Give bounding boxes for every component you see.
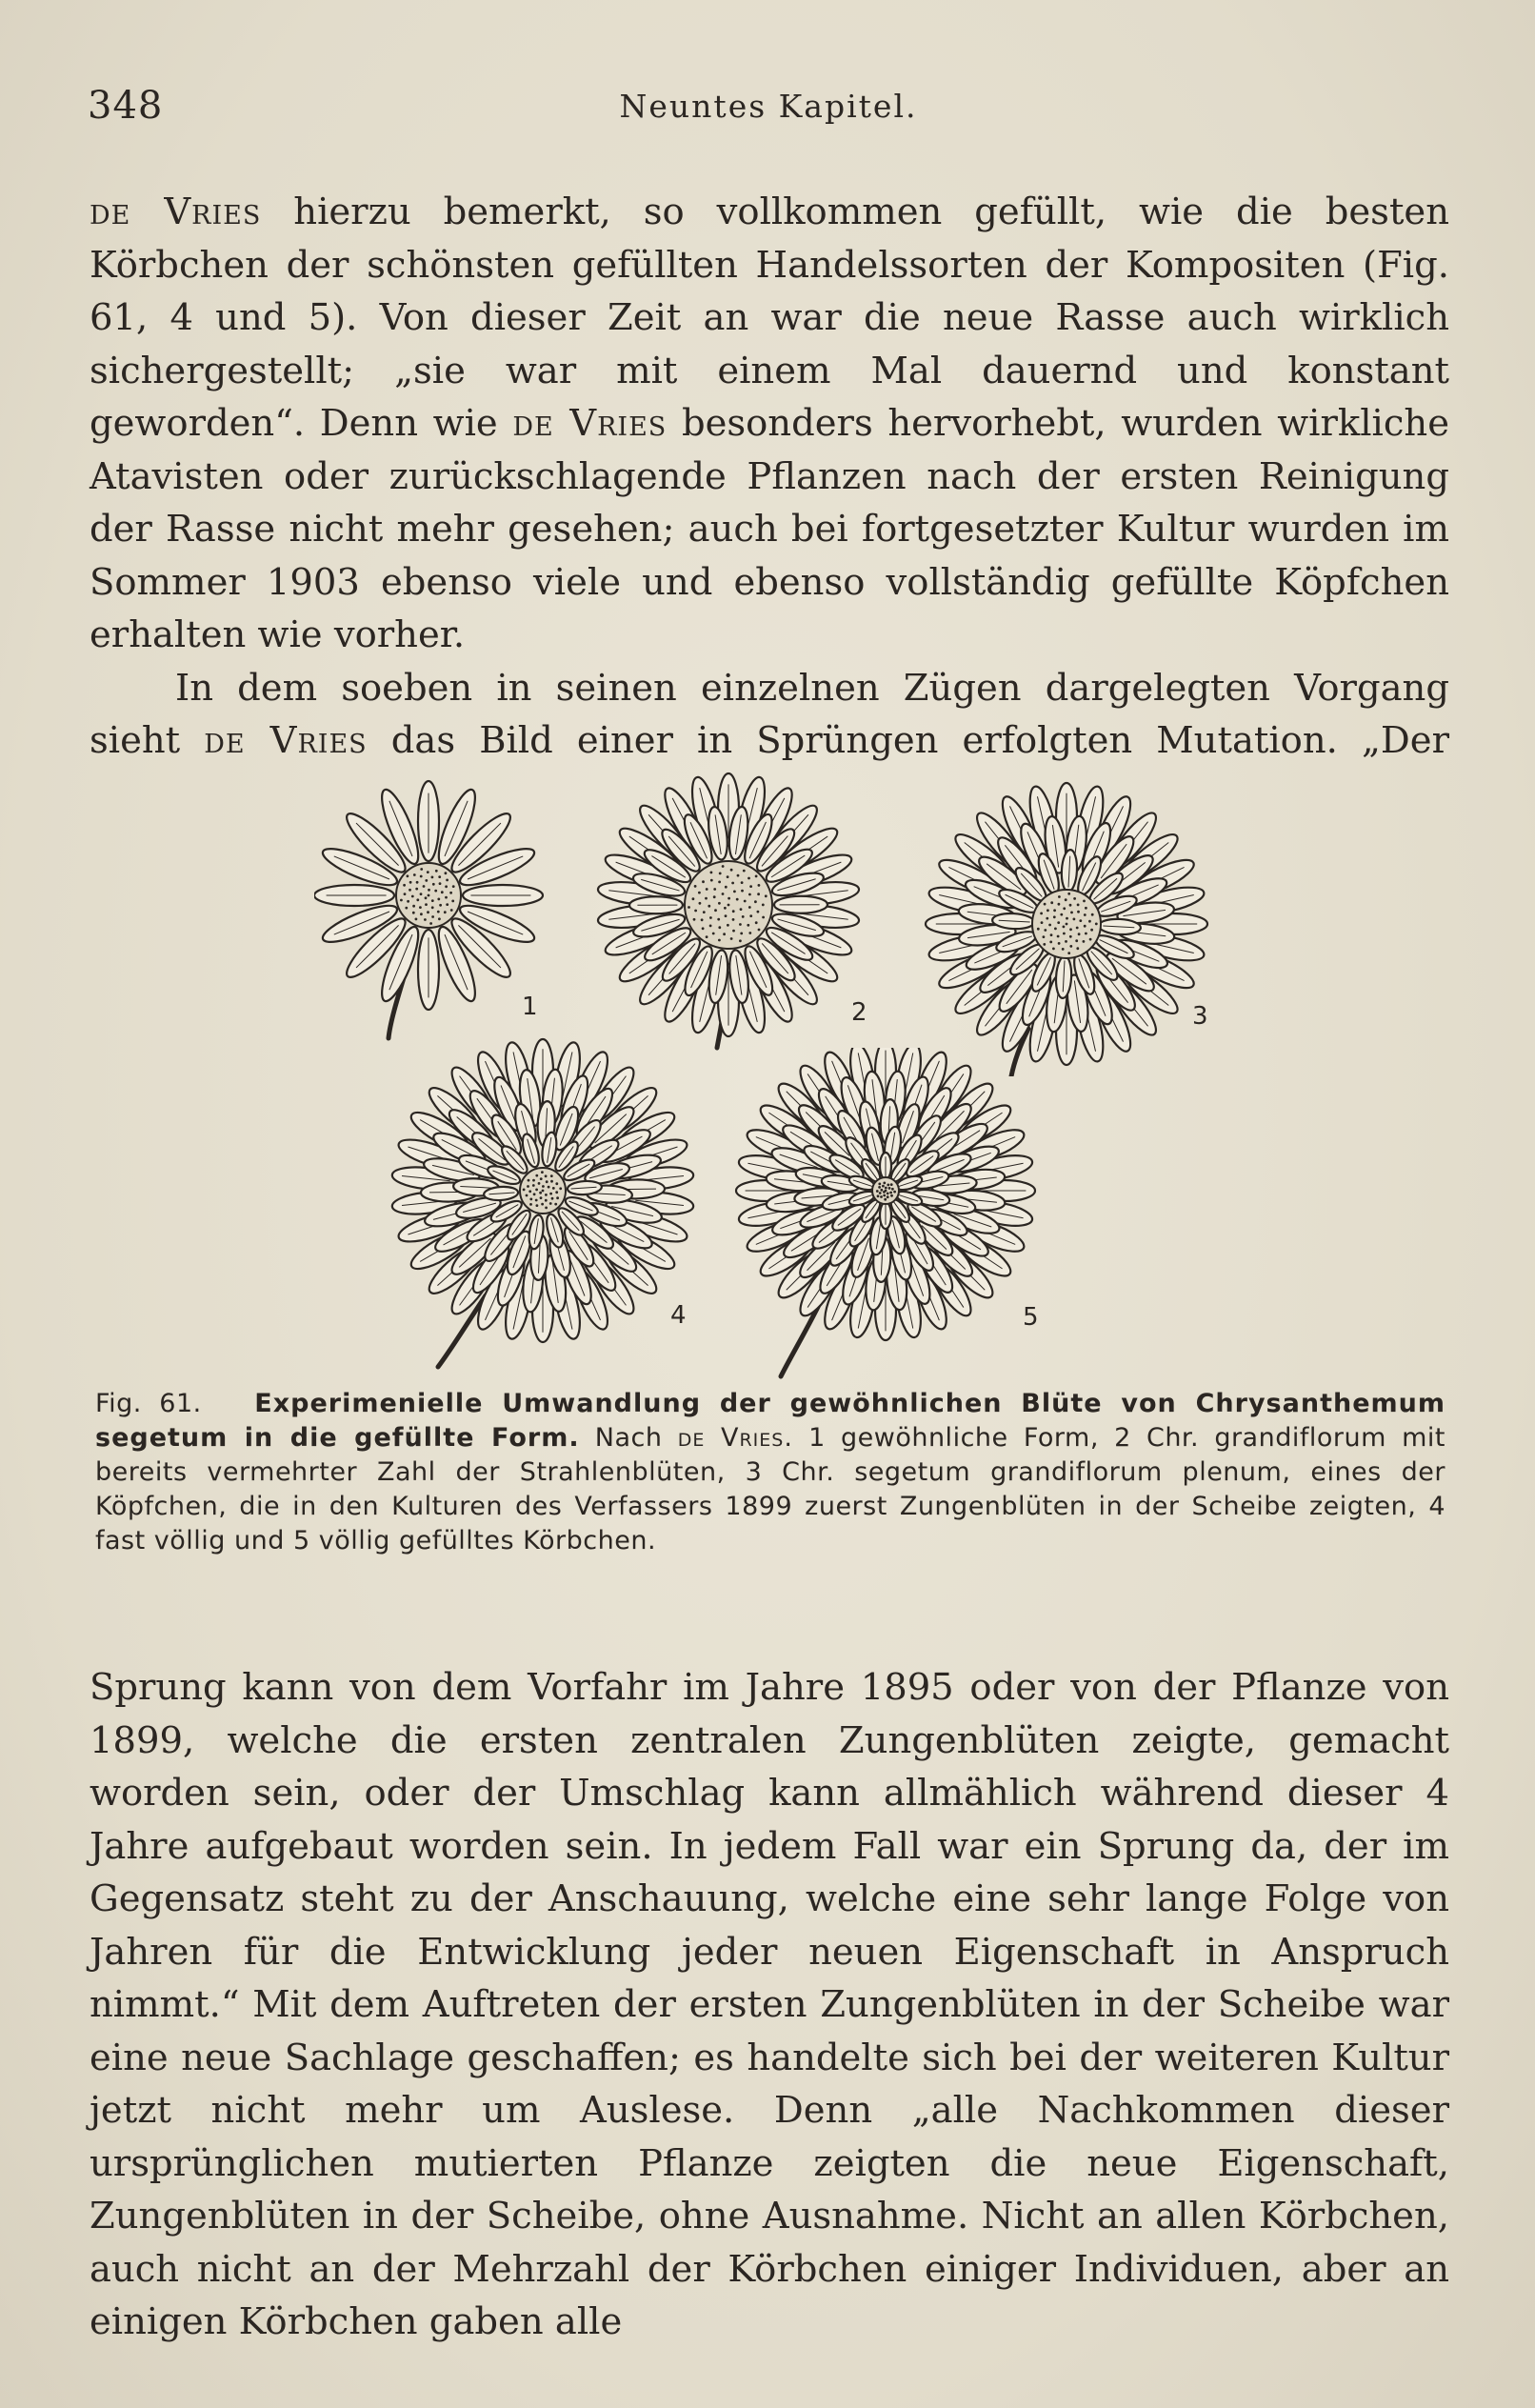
author-name: de Vries — [512, 402, 668, 445]
text-run: In dem soeben in seinen einzelnen Zügen dargelegten Vorgang sieht — [90, 666, 1449, 762]
figure-number-5: 5 — [1023, 1303, 1039, 1332]
flower-3-illustration — [924, 772, 1228, 1076]
body-text-bottom — [90, 1661, 1449, 2349]
text-run: hierzu bemerkt, so vollkommen gefüllt, wie die besten Körbchen der schönsten gefüllten Handelssorten der Kompositen (Fig. 61, 4 und 5). Von dieser Zeit an war die neue Rasse auch wirklich sichergestellt; „sie war mit einem Mal dauernd und konstant geworden“. Denn wie — [90, 191, 1449, 445]
text-run: 1 gewöhnliche Form, 2 Chr. grandiflorum mit bereits vermehrter Zahl der Strahlenblüten, 3 Chr. segetum grandiflorum plenum, eines der Köpfchen, die in den Kulturen des Verfassers 1899 zuerst Zungenblüten in der Scheibe zeigten, 4 fast völlig und 5 völlig gefülltes Körbchen. — [95, 1423, 1445, 1555]
text-run: besonders hervorhebt, wurden wirkliche Atavisten oder zurückschlagende Pflanzen nach der ersten Reinigung der Rasse nicht mehr gesehen; auch bei fortgesetzter Kultur wurden im Sommer 1903 ebenso viele und ebenso vollständig gefüllte Köpfchen erhalten wie vorher. — [90, 402, 1449, 656]
body-text-top — [90, 186, 1449, 768]
author-name: de Vries — [90, 191, 262, 233]
caption-title: Experimenielle Umwandlung der gewöhnlichen Blüte von Chrysanthemum segetum in die gefüllte Form. — [95, 1389, 1446, 1453]
figure-caption — [95, 1387, 1445, 1558]
paragraph — [90, 186, 1449, 662]
figure-61 — [305, 772, 1238, 1381]
figure-number-4: 4 — [670, 1301, 687, 1330]
paragraph — [90, 662, 1449, 768]
figure-number-3: 3 — [1192, 1002, 1208, 1031]
caption-fig-label: Fig. 61. — [95, 1389, 202, 1418]
running-head: Neuntes Kapitel. — [619, 88, 918, 125]
text-run: Nach — [579, 1423, 678, 1453]
figure-number-1: 1 — [522, 993, 538, 1021]
paragraph: Sprung kann von dem Vorfahr im Jahre 1895 oder von der Pflanze von 1899, welche die ersten zentralen Zungenblüten zeigte, gemacht worden sein, oder der Umschlag kann allmählich während dieser 4 Jahre aufgebaut worden sein. In jedem Fall war ein Sprung da, der im Gegensatz steht zu der Anschauung, welche eine sehr lange Folge von Jahren für die Entwicklung jeder neuen Eigenschaft in Anspruch nimmt.“ Mit dem Auftreten der ersten Zungenblüten in der Scheibe war eine neue Sachlage geschaffen; es handelte sich bei der weiteren Kultur jetzt nicht mehr um Auslese. Denn „alle Nachkommen dieser ursprünglichen mutierten Pflanze zeigten die neue Eigenschaft, Zungenblüten in der Scheibe, ohne Ausnahme. Nicht an allen Körbchen, auch nicht an der Mehrzahl der Körbchen einiger Individuen, aber an einigen Körbchen gaben alle — [90, 1666, 1449, 2343]
flower-2-illustration — [590, 772, 876, 1057]
flower-4-illustration — [381, 1029, 695, 1372]
page-header — [88, 78, 1449, 135]
text-run: das Bild einer in Sprüngen erfolgten Mutation. „Der — [367, 719, 1449, 762]
author-name: de Vries. — [677, 1423, 793, 1453]
caption-text — [95, 1387, 1445, 1558]
figure-number-2: 2 — [851, 998, 867, 1027]
page-number: 348 — [88, 84, 164, 128]
author-name: de Vries — [204, 719, 368, 762]
flower-5-illustration — [733, 1048, 1038, 1381]
